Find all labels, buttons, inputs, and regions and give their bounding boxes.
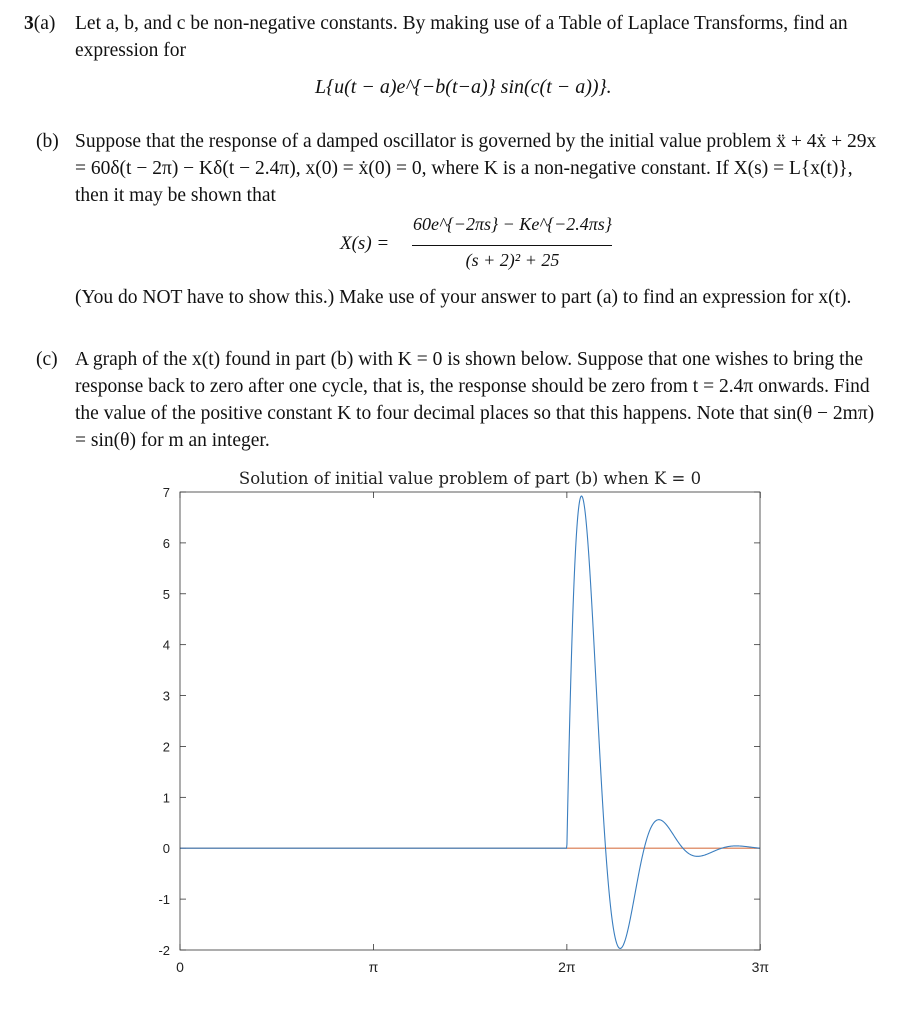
x-tick-label: 3π (751, 959, 770, 975)
y-tick-label: 3 (162, 688, 170, 704)
problem-number: 3(a) (24, 13, 56, 34)
x-tick-label: π (368, 959, 379, 975)
part-b-label: (b) (36, 131, 59, 152)
part-b-text-2: (You do NOT have to show this.) Make use of your answer to part (a) to find an expression for x(t). (75, 287, 852, 308)
y-tick-label: 2 (162, 739, 170, 755)
y-tick-label: 6 (162, 535, 170, 551)
y-tick-label: 5 (162, 586, 170, 602)
part-c-text: A graph of the x(t) found in part (b) with K = 0 is shown below. Suppose that one wishes to bring the response back to zero after one cycle, that is, the response should be zero from t = 2.4π onwards. Find the value of the positive constant K to four decimal places so that this happens. Note that sin(θ − 2mπ) = sin(θ) for m an integer. (75, 349, 875, 451)
x-tick-label: 2π (558, 959, 576, 975)
part-a-text: Let a, b, and c be non-negative constants. By making use of a Table of Laplace Transforms, find an expression for (75, 13, 848, 61)
response-curve (180, 496, 760, 948)
part-b-eq-numerator: 60e^{−2πs} − Ke^{−2.4πs} (413, 214, 612, 234)
part-b-text-1: Suppose that the response of a damped oscillator is governed by the initial value problem ẍ + 4ẋ + 29x = 60δ(t − 2π) − Kδ(t − 2.4π), x(0) = ẋ(0) = 0, where K is a non-negative constant. If X(s) = L{x(t)}, then it may be shown that (75, 131, 877, 206)
y-tick-label: 4 (162, 637, 170, 653)
plot-frame (180, 492, 760, 950)
fraction-bar (412, 245, 612, 246)
part-b-eq-lhs: X(s) = (340, 233, 390, 254)
part-a-expression: L{u(t − a)e^{−b(t−a)} sin(c(t − a))}. (315, 76, 612, 98)
y-tick-label: -1 (158, 892, 170, 908)
y-tick-label: 0 (162, 841, 170, 857)
chart-title: Solution of initial value problem of part (b) when K = 0 (238, 469, 702, 488)
x-tick-label: 0 (176, 959, 184, 975)
part-a-label: (a) (33, 13, 56, 34)
y-tick-label: -2 (158, 943, 170, 958)
response-chart (0, 465, 907, 1010)
y-tick-label: 1 (162, 790, 170, 806)
part-c-label: (c) (36, 349, 58, 370)
y-tick-label: 7 (162, 485, 170, 500)
part-b-eq-denominator: (s + 2)² + 25 (465, 250, 560, 270)
